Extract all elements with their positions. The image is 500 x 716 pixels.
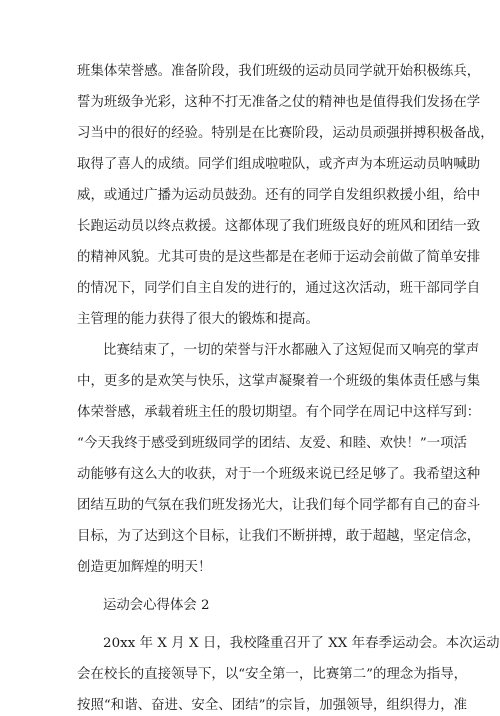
paragraph-1-line-3: 习当中的很好的经验。特别是在比赛阶段，运动员顽强拼搏积极备战，	[77, 126, 494, 141]
paragraph-1-line-1: 班集体荣誉感。准备阶段，我们班级的运动员同学就开始积极练兵，	[77, 64, 481, 79]
paragraph-1-line-9: 主管理的能力获得了很大的锻炼和提高。	[77, 312, 319, 327]
paragraph-1-line-8: 的情况下，同学们自主自发的进行的，通过这次活动，班干部同学自	[77, 281, 481, 296]
paragraph-1-line-7: 的精神风貌。尤其可贵的是这些都是在老师于运动会前做了简单安排	[77, 250, 481, 265]
section-title: 运动会心得体会 2	[103, 598, 210, 613]
paragraph-1-line-5: 威，或通过广播为运动员鼓劲。还有的同学自发组织救援小组，给中	[77, 188, 481, 203]
paragraph-1-line-2: 誓为班级争光彩，这种不打无准备之仗的精神也是值得我们发扬在学	[77, 95, 481, 110]
paragraph-2-line-2: 中，更多的是欢笑与快乐，这掌声凝聚着一个班级的集体责任感与集	[77, 374, 481, 389]
paragraph-3-line-3: 按照“和谐、奋进、安全、团结”的宗旨，加强领导，组织得力，准	[77, 698, 468, 713]
paragraph-2-line-3: 体荣誉感，承载着班主任的殷切期望。有个同学在周记中这样写到：	[77, 405, 481, 420]
paragraph-3-line-2: 会在校长的直接领导下，以“安全第一，比赛第二”的理念为指导，	[77, 667, 468, 682]
paragraph-2-line-5: 动能够有这么大的收获，对于一个班级来说已经足够了。我希望这种	[77, 467, 481, 482]
paragraph-2-line-1: 比赛结束了，一切的荣誉与汗水都融入了这短促而又响亮的掌声	[103, 343, 480, 358]
paragraph-1-line-6: 长跑运动员以终点救援。这都体现了我们班级良好的班风和团结一致	[77, 219, 481, 234]
paragraph-3-line-1: 20xx 年 X 月 X 日，我校隆重召开了 XX 年春季运动会。本次运动	[103, 636, 500, 651]
paragraph-1-line-4: 取得了喜人的成绩。同学们组成啦啦队，或齐声为本班运动员呐喊助	[77, 157, 481, 172]
paragraph-2-line-4: “今天我终于感受到班级同学的团结、友爱、和睦、欢快！”一项活	[77, 436, 468, 451]
paragraph-2-line-8: 创造更加辉煌的明天！	[77, 560, 212, 575]
paragraph-2-line-7: 目标，为了达到这个目标，让我们不断拼搏，敢于超越，坚定信念，	[77, 529, 481, 544]
paragraph-2-line-6: 团结互助的气氛在我们班发扬光大，让我们每个同学都有自己的奋斗	[77, 498, 481, 513]
